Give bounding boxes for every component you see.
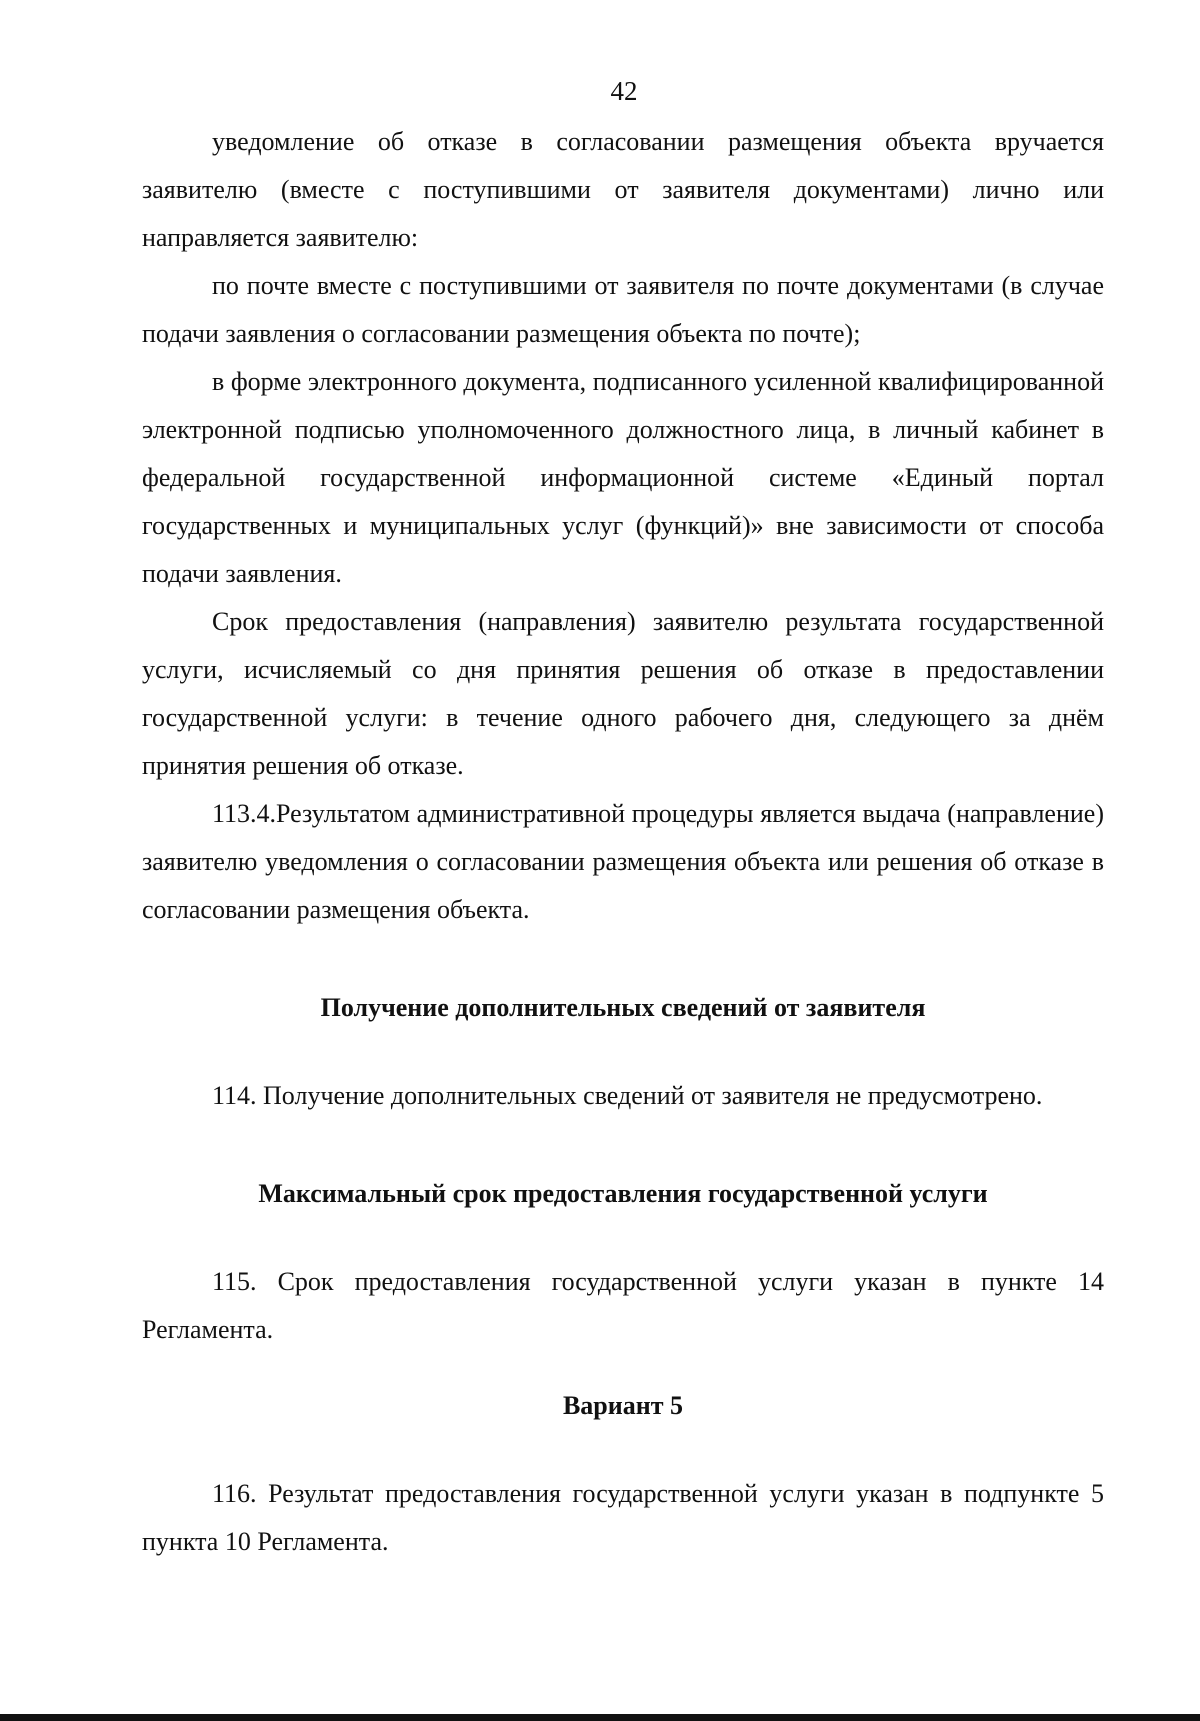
paragraph-114: 114. Получение дополнительных сведений от заявителя не предусмотрено. xyxy=(212,1081,1043,1110)
heading-max-term: Максимальный срок предоставления государственной услуги xyxy=(258,1179,988,1208)
paragraph-delivery-term: Срок предоставления (направления) заявителю результата государственной услуги, исчисляемый со дня принятия решения об отказе в предоставлении государственной услуги: в течение одного рабочего дня, следующего за днём принятия решения об отказе. xyxy=(142,607,1104,780)
page-number: 42 xyxy=(610,76,638,106)
document-body xyxy=(142,118,1104,1566)
paragraph-electronic-form: в форме электронного документа, подписанного усиленной квалифицированной электронной подписью уполномоченного должностного лица, в личный кабинет в федеральной государственной информационной системе «Единый портал государственных и муниципальных услуг (функций)» вне зависимости от способа подачи заявления. xyxy=(142,367,1104,588)
paragraph-115: 115. Срок предоставления государственной услуги указан в пункте 14 Регламента. xyxy=(142,1267,1104,1344)
heading-variant-5: Вариант 5 xyxy=(562,1391,684,1420)
scan-bottom-edge xyxy=(0,1714,1200,1721)
paragraph-refusal-notice: уведомление об отказе в согласовании размещения объекта вручается заявителю (вместе с поступившими от заявителя документами) лично или направляется заявителю: xyxy=(142,127,1104,252)
paragraph-by-mail: по почте вместе с поступившими от заявителя по почте документами (в случае подачи заявления о согласовании размещения объекта по почте); xyxy=(142,271,1104,348)
paragraph-116: 116. Результат предоставления государственной услуги указан в подпункте 5 пункта 10 Регламента. xyxy=(142,1479,1104,1556)
heading-additional-info: Получение дополнительных сведений от заявителя xyxy=(320,993,926,1022)
paragraph-113-4: 113.4.Результатом административной процедуры является выдача (направление) заявителю уведомления о согласовании размещения объекта или решения об отказе в согласовании размещения объекта. xyxy=(142,799,1104,924)
